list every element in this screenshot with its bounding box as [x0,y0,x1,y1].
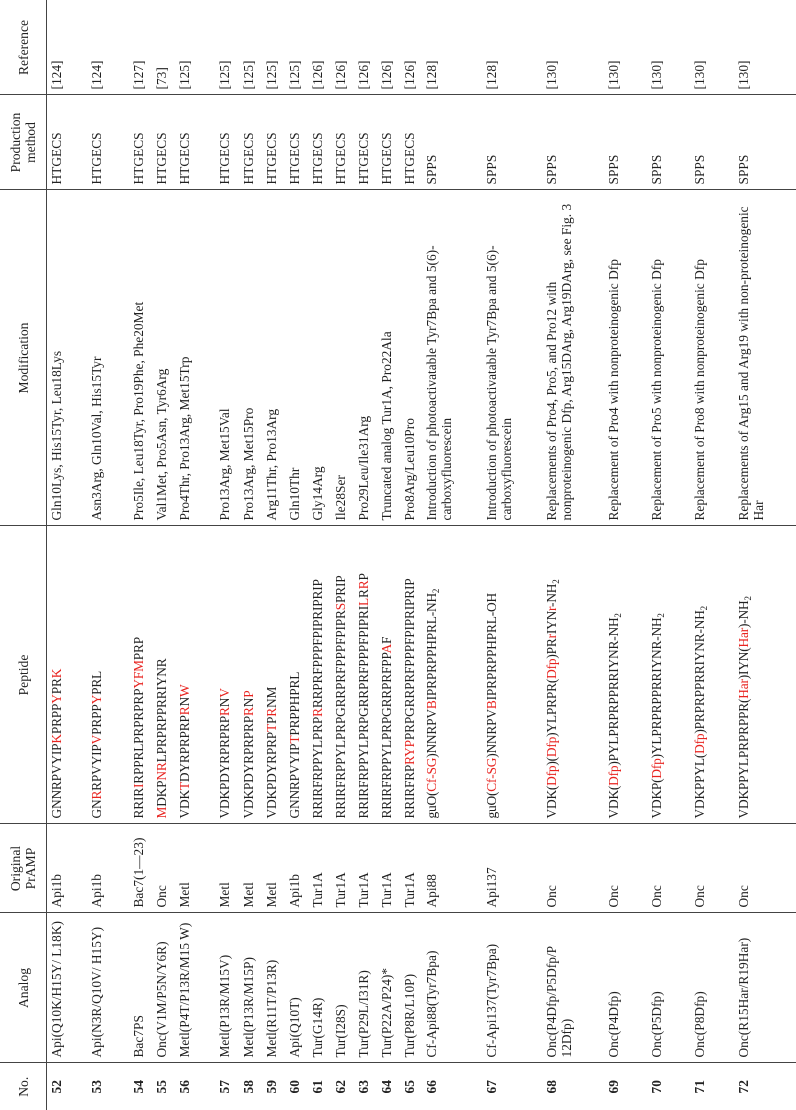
peptide-sequence [308,526,331,824]
sequence-segment: RRIRFRPPYLPRPGRRPRFPPPFPIPRI [355,606,371,819]
modification-text: Pro13Arg, Met15Pro [239,190,262,526]
row-number: 56 [175,1063,215,1110]
sequence-segment: RPVYIP [88,744,104,791]
modification-text: Gln10Lys, His15Tyr, Leu18Lys [47,190,87,526]
original-pramp: Onc [647,824,690,913]
row-number: 52 [47,1063,87,1110]
sequence-segment: VDKPPYL( [691,753,707,819]
modified-residue: r [543,634,559,639]
production-method: HTGECS [308,95,331,190]
modified-residue: Cf-SG [483,757,499,792]
table-row [542,0,604,1110]
modified-residue: S [332,603,348,611]
peptide-sequence [215,526,239,824]
analog-name: Cf-Api88(Tyr7Bpa) [422,913,482,1063]
modified-residue: Dfp [605,765,621,786]
production-method: SPPS [542,95,604,190]
original-pramp: Api1b [285,824,308,913]
peptide-sequence [400,526,422,824]
sequence-segment: RRIRFRPPYLPRPGRRPRFPPPFPIPR [332,610,348,819]
subscript: 2 [655,613,666,618]
row-number: 61 [308,1063,331,1110]
sequence-segment: GN [88,799,104,819]
row-number: 71 [690,1063,734,1110]
sequence-segment: RPPRLPRPRPRP [130,688,146,784]
header-peptide: Peptide [0,526,47,824]
table-row [87,0,129,1110]
production-method: HTGECS [175,95,215,190]
modified-residue: Dfp [543,736,559,758]
modification-text: Asn3Arg, Gln10Val, His15Tyr [87,190,129,526]
analog-name: Onc(P5Dfp) [647,913,690,1063]
original-pramp: Onc [734,824,796,913]
table-row [285,0,308,1110]
peptide-sequence [129,526,152,824]
reference-citation: [125] [175,0,215,95]
analog-name: Metl(P4T/P13R/M15 W) [175,913,215,1063]
modified-residue: R [88,790,104,800]
row-number: 59 [262,1063,285,1110]
table-row [152,0,175,1110]
reference-citation: [126] [331,0,354,95]
table-row [331,0,354,1110]
table-row [690,0,734,1110]
original-pramp: Metl [175,824,215,913]
sequence-segment: guO( [423,791,439,819]
sequence-segment: VDKP( [648,778,664,819]
header-analog: Analog [0,913,47,1063]
sequence-segment: VDKPPYLPRPRPPR( [735,698,751,819]
sequence-segment: F [378,636,394,644]
original-pramp: Tur1A [354,824,377,913]
modification-text: Gly14Arg [308,190,331,526]
sequence-segment: PR [49,678,64,695]
modified-residue: RYP [401,740,417,765]
production-method: HTGECS [285,95,308,190]
subscript: 2 [698,606,709,611]
sequence-segment: )PYLPRPRPPRRIYNR-NH [605,617,621,766]
sequence-segment: IPRPRPPHPRL-OH [483,593,499,701]
modified-residue: T [176,782,192,791]
modification-text: Val1Met, Pro5Asn, Tyr6Arg [152,190,175,526]
row-number: 60 [285,1063,308,1110]
reference-citation: [130] [604,0,647,95]
modified-residue: M [153,806,169,819]
production-method: HTGECS [400,95,422,190]
row-number: 58 [239,1063,262,1110]
sequence-segment: RRIR [130,788,146,819]
sequence-segment: PRPP [88,704,104,735]
sequence-segment: N [216,697,232,708]
header-no: No. [0,1063,47,1110]
sequence-segment: )YLPRPR( [543,678,559,737]
production-method: HTGECS [215,95,239,190]
modification-text: Replacements of Pro4, Pro5, and Pro12 with nonproteinogenic Dfp, Arg15DArg, Arg19DArg, see Fig. 3 [542,190,604,526]
row-number: 68 [542,1063,604,1110]
sequence-segment: N [176,696,192,707]
peptide-sequence [262,526,285,824]
production-method: HTGECS [331,95,354,190]
analog-name: Onc(P4Dfp/P5Dfp/P 12Dfp) [542,913,604,1063]
sequence-segment: N [240,697,256,708]
reference-citation: [126] [400,0,422,95]
peptide-sequence [482,526,542,824]
modified-residue: Y [88,694,104,705]
sequence-segment: DKP [153,780,169,807]
analog-name: Tur(I28S) [331,913,354,1063]
production-method: SPPS [647,95,690,190]
header-reference: Reference [0,0,47,95]
sequence-segment: PRP [130,636,146,661]
analog-name: Tur(P22A/P24)* [377,913,400,1063]
table-row [262,0,285,1110]
row-number: 64 [377,1063,400,1110]
modification-text: Pro8Arg/Leu10Pro [400,190,422,526]
subscript: 2 [612,613,623,618]
production-method: HTGECS [129,95,152,190]
row-number: 62 [331,1063,354,1110]
sequence-segment: )PR [543,638,559,659]
analog-name: Tur(P8R/L10P) [400,913,422,1063]
modification-text: Truncated analog Tur1A, Pro22Ala [377,190,400,526]
production-method: HTGECS [47,95,87,190]
production-method: SPPS [422,95,482,190]
reference-citation: [128] [422,0,482,95]
reference-citation: [125] [239,0,262,95]
table-row [129,0,152,1110]
modification-text: Pro4Thr, Pro13Arg, Met15Trp [175,190,215,526]
reference-citation: [125] [215,0,239,95]
modification-text: Introduction of photoactivatable Tyr7Bpa and 5(6)-carboxyfluorescein [482,190,542,526]
modified-residue: r [543,606,559,611]
sequence-segment: )IYN( [735,647,751,680]
peptide-sequence [354,526,377,824]
modified-residue: K [49,734,64,744]
sequence-segment: VDKPDYRPRPRP [240,715,256,819]
modified-residue: Har [735,679,751,699]
sequence-segment: DYRPRPRP [176,715,192,783]
table-row [482,0,542,1110]
analog-name: Onc(P8Dfp) [690,913,734,1063]
modified-residue: A [378,643,394,654]
row-number: 54 [129,1063,152,1110]
modified-residue: B [483,700,499,710]
modified-residue: K [49,668,64,679]
modified-residue: I [130,783,146,789]
peptide-sequence [331,526,354,824]
sequence-segment: VDK [176,790,192,819]
table-row [175,0,215,1110]
analog-name: Onc(V1M/P5N/Y6R) [152,913,175,1063]
original-pramp: Tur1A [400,824,422,913]
production-method: HTGECS [87,95,129,190]
table-row [377,0,400,1110]
reference-citation: [127] [129,0,152,95]
analog-name: Cf-Api137(Tyr7Bpa) [482,913,542,1063]
sequence-segment: IPRPRPPHPRL-NH [423,593,439,701]
production-method: SPPS [482,95,542,190]
original-pramp: Onc [542,824,604,913]
sequence-segment: PRPGRRPRFPPPFPIPRIPRIP [401,578,417,741]
sequence-segment: R [355,589,371,599]
analog-name: Api(Q10K/H15Y/ L18K) [47,913,87,1063]
modified-residue: R [216,707,232,716]
header-original-pramp: Original PrAMP [0,824,47,913]
table-body [47,0,796,1110]
modified-residue: Dfp [543,658,559,679]
sequence-segment: RRIRFRP [401,764,417,819]
modified-residue: R [176,706,192,716]
modified-residue: Dfp [543,765,559,786]
analog-name: Tur(P29L/I31R) [354,913,377,1063]
peptide-sequence [239,526,262,824]
reference-citation: [130] [734,0,796,95]
peptide-sequence [285,526,308,824]
production-method: SPPS [690,95,734,190]
peptide-sequence [175,526,215,824]
table-row [400,0,422,1110]
modified-residue: Y [49,694,64,704]
modified-residue: R [355,580,371,590]
reference-citation: [124] [87,0,129,95]
row-number: 55 [152,1063,175,1110]
original-pramp: Metl [215,824,239,913]
sequence-segment: IYN [543,610,559,635]
row-number: 57 [215,1063,239,1110]
production-method: SPPS [604,95,647,190]
analog-name: Metl(P13R/M15P) [239,913,262,1063]
row-number: 66 [422,1063,482,1110]
sequence-segment: P [355,573,371,581]
modification-text: Ile28Ser [331,190,354,526]
production-method: HTGECS [239,95,262,190]
production-method: HTGECS [152,95,175,190]
sequence-segment: GNNRPVYIP [286,743,302,819]
original-pramp: Api1b [87,824,129,913]
table-row [308,0,331,1110]
modified-residue: T [263,723,279,732]
original-pramp: Metl [262,824,285,913]
analog-name: Metl(R11T/P13R) [262,913,285,1063]
modification-text: Pro13Arg, Met15Val [215,190,239,526]
peptide-sequence [690,526,734,824]
peptide-sequence [542,526,604,824]
modified-residue: B [423,700,439,710]
sequence-segment: PRPPHPRL [286,671,302,736]
sequence-segment: RRIRFRPPYLPRP [309,716,325,819]
header-row [0,0,47,1110]
reference-citation: [125] [285,0,308,95]
sequence-segment: )-NH [735,600,751,628]
sequence-segment: GNNRPVYIP [49,743,64,819]
original-pramp: Bac7(1—23) [129,824,152,913]
original-pramp: Api1b [47,824,87,913]
analog-name: Api(N3R/Q10V/ H15Y) [87,913,129,1063]
header-modification: Modification [0,190,47,526]
peptide-sequence [422,526,482,824]
sequence-segment: RRPRFPPPFPIPRIPRIP [309,579,325,709]
modified-residue: Dfp [691,733,707,754]
modification-text: Replacement of Pro5 with nonproteinogenic Dfp [647,190,690,526]
modification-text: Pro5Ile, Leu18Tyr, Pro19Phe, Phe20Met [129,190,152,526]
header-production-method: Production method [0,95,47,190]
table-row [647,0,690,1110]
peptide-sequence [377,526,400,824]
original-pramp: Tur1A [308,824,331,913]
sequence-segment: )NNRPV [423,709,439,758]
sequence-segment: )NNRPV [483,709,499,758]
modification-text: Pro29Leu/Ile31Arg [354,190,377,526]
table-row [604,0,647,1110]
row-number: 70 [647,1063,690,1110]
original-pramp: Onc [690,824,734,913]
modification-text: Replacement of Pro4 with nonproteinogenic Dfp [604,190,647,526]
peptide-sequence [604,526,647,824]
production-method: HTGECS [354,95,377,190]
modified-residue: P [240,690,256,698]
reference-citation: [126] [354,0,377,95]
modification-text: Replacement of Pro8 with nonproteinogenic Dfp [690,190,734,526]
modification-text: Replacements of Arg15 and Arg19 with non-proteinogenic Har [734,190,796,526]
original-pramp: Api137 [482,824,542,913]
table-row [354,0,377,1110]
original-pramp: Metl [239,824,262,913]
original-pramp: Tur1A [377,824,400,913]
sequence-segment: VDK( [605,785,621,819]
row-number: 67 [482,1063,542,1110]
modified-residue: R [240,707,256,716]
modified-residue: R [309,708,325,717]
modified-residue: L [355,598,371,606]
analog-name: Api(Q10T) [285,913,308,1063]
analog-name: Onc(P4Dfp) [604,913,647,1063]
sequence-segment: -NH [543,583,559,607]
reference-citation: [124] [47,0,87,95]
reference-citation: [130] [542,0,604,95]
modification-text: Gln10Thr [285,190,308,526]
sequence-segment: VDKPDYRPRP [263,731,279,819]
modification-text: Arg11Thr, Pro13Arg [262,190,285,526]
reference-citation: [125] [262,0,285,95]
analog-name: Metl(P13R/M15V) [215,913,239,1063]
peptide-sequence [647,526,690,824]
reference-citation: [73] [152,0,175,95]
subscript: 2 [742,596,753,601]
reference-citation: [130] [647,0,690,95]
reference-citation: [126] [308,0,331,95]
peptide-sequence [152,526,175,824]
sequence-segment: PRIP [332,575,348,603]
sequence-segment: VDK( [543,785,559,819]
modified-residue: T [286,735,302,744]
original-pramp: Api88 [422,824,482,913]
modified-residue: V [88,734,104,745]
sequence-segment: RRIRFRPPYLPRPGRRPRFPP [378,653,394,819]
table-row [734,0,796,1110]
sequence-segment: )( [543,757,559,766]
row-number: 65 [400,1063,422,1110]
subscript: 2 [430,588,441,594]
peptide-sequence [47,526,87,824]
reference-citation: [128] [482,0,542,95]
reference-citation: [126] [377,0,400,95]
sequence-segment: )YLPRPRPPRRIYNR-NH [648,617,664,759]
modified-residue: R [263,707,279,717]
table-row [47,0,87,1110]
sequence-segment: NM [263,686,279,708]
modification-text: Introduction of photoactivatable Tyr7Bpa and 5(6)-carboxyfluorescein [422,190,482,526]
sequence-segment: VDKPDYRPRPRP [216,715,232,819]
original-pramp: Tur1A [331,824,354,913]
sequence-segment: PRL [88,670,104,695]
peptide-sequence [87,526,129,824]
modified-residue: Har [735,628,751,648]
analog-name: Tur(G14R) [308,913,331,1063]
analog-name: Bac7PS [129,913,152,1063]
analog-name: Onc(R15Har/R19Har) [734,913,796,1063]
reference-citation: [130] [690,0,734,95]
production-method: HTGECS [262,95,285,190]
modified-residue: W [176,684,192,697]
peptide-sequence [734,526,796,824]
subscript: 2 [550,579,561,584]
modified-residue: Dfp [648,758,664,779]
row-number: 72 [734,1063,796,1110]
row-number: 63 [354,1063,377,1110]
table-row [215,0,239,1110]
sequence-segment: guO( [483,791,499,819]
sequence-segment: P [263,716,279,724]
original-pramp: Onc [604,824,647,913]
modified-residue: YFM [130,660,146,689]
sequence-segment: LPRPRPPRRIYNR [153,658,169,763]
row-number: 53 [87,1063,129,1110]
production-method: HTGECS [377,95,400,190]
sequence-segment: )PRPRPPRRIYNR-NH [691,610,707,734]
row-number: 69 [604,1063,647,1110]
modified-residue: Cf-SG [423,757,439,792]
modified-residue: NR [153,762,169,781]
modified-residue: V [216,688,232,698]
production-method: SPPS [734,95,796,190]
original-pramp: Onc [152,824,175,913]
table-row [239,0,262,1110]
sequence-segment: PRPP [49,703,64,735]
table-row [422,0,482,1110]
